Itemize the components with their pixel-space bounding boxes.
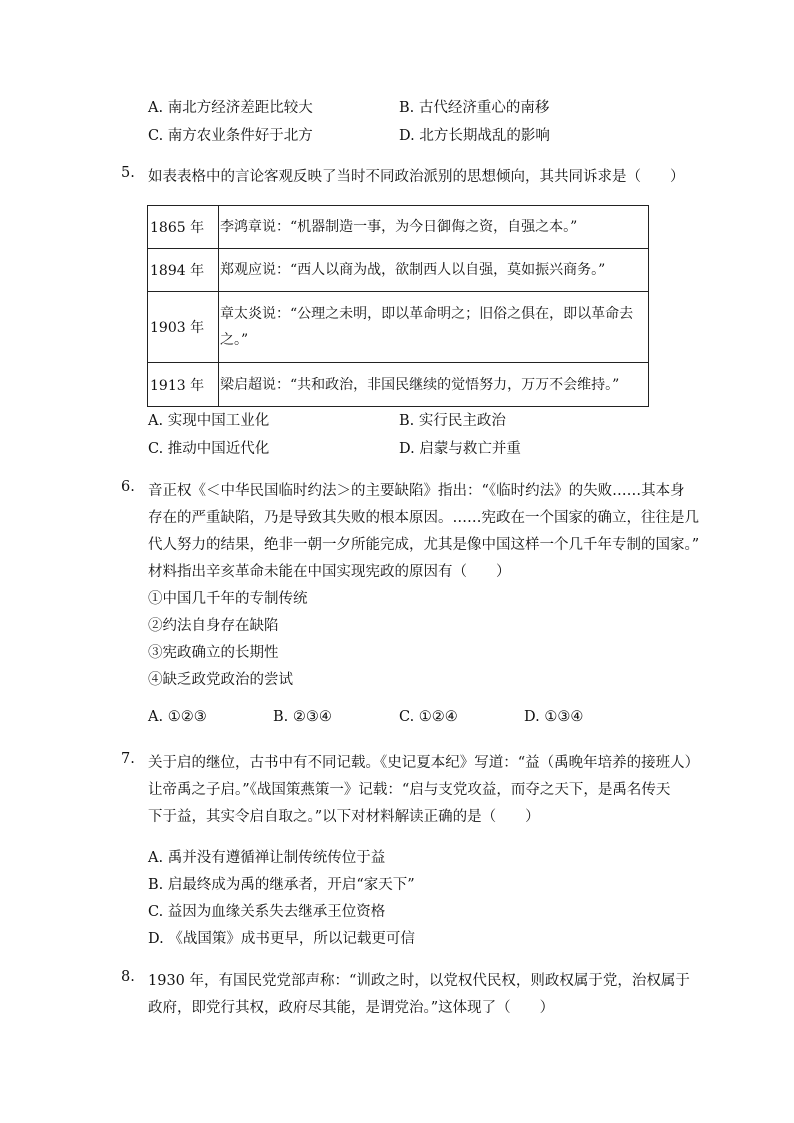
table-cell-year: 1865 年 [148, 206, 219, 249]
table-cell-quote-line-1: 章太炎说：“公理之未明，即以革命明之；旧俗之俱在，即以革命去 [220, 306, 634, 322]
q6-item-3: ③宪政确立的长期性 [148, 645, 279, 661]
q7-stem-line-3: 下于益，其实令启自取之。”以下对材料解读正确的是（ ） [148, 809, 540, 825]
q5-option-c[interactable]: C. 推动中国近代化 [148, 441, 270, 457]
q7-option-a[interactable]: A. 禹并没有遵循禅让制传统传位于益 [148, 850, 386, 866]
q6-stem-line-2: 存在的严重缺陷，乃是导致其失败的根本原因。……宪政在一个国家的确立，往往是几 [148, 510, 699, 526]
q5-number: 5. [121, 165, 135, 181]
q6-item-1: ①中国几千年的专制传统 [148, 591, 308, 607]
table-row [148, 292, 649, 363]
q7-option-d[interactable]: D. 《战国策》成书更早，所以记载更可信 [148, 931, 415, 947]
table-row [148, 249, 649, 292]
table-cell-year: 1913 年 [148, 363, 219, 407]
q6-item-4: ④缺乏政党政治的尝试 [148, 672, 293, 688]
q8-stem-line-2: 政府，即党行其权，政府尽其能，是谓党治。”这体现了（ ） [148, 1000, 555, 1016]
table-cell-quote: 郑观应说：“西人以商为战，欲制西人以自强，莫如振兴商务。” [219, 249, 649, 292]
table-row [148, 363, 649, 407]
q6-item-2: ②约法自身存在缺陷 [148, 618, 279, 634]
q5-stem: 如表表格中的言论客观反映了当时不同政治派别的思想倾向，其共同诉求是（ ） [148, 169, 685, 185]
q5-option-b[interactable]: B. 实行民主政治 [399, 413, 506, 429]
q6-option-d[interactable]: D. ①③④ [524, 709, 584, 725]
q7-stem-line-2: 让帝禹之子启。”《战国策燕策一》记载：“启与支党攻益，而夺之天下，是禹名传天 [148, 782, 671, 798]
q6-option-c[interactable]: C. ①②④ [399, 709, 458, 725]
q7-option-c[interactable]: C. 益因为血缘关系失去继承王位资格 [148, 904, 386, 920]
q6-stem-line-4: 材料指出辛亥革命未能在中国实现宪政的原因有（ ） [148, 564, 511, 580]
table-cell-year: 1894 年 [148, 249, 219, 292]
q6-stem-line-1: 音正权《＜中华民国临时约法＞的主要缺陷》指出：“《临时约法》的失败……其本身 [148, 483, 685, 499]
q6-number: 6. [121, 479, 135, 495]
q4-option-b[interactable]: B. 古代经济重心的南移 [399, 100, 550, 116]
q5-quote-table [147, 205, 649, 407]
table-cell-quote: 梁启超说：“共和政治，非国民继续的觉悟努力，万万不会维持。” [219, 363, 649, 407]
q6-option-a[interactable]: A. ①②③ [148, 709, 207, 725]
table-cell-year: 1903 年 [148, 292, 219, 363]
q8-number: 8. [121, 969, 135, 985]
q8-stem-line-1: 1930 年，有国民党党部声称：“训政之时，以党权代民权，则政权属于党，治权属于 [148, 973, 690, 989]
q4-option-a[interactable]: A. 南北方经济差距比较大 [148, 100, 313, 116]
q4-option-c[interactable]: C. 南方农业条件好于北方 [148, 128, 313, 144]
q7-option-b[interactable]: B. 启最终成为禹的继承者，开启“家天下” [148, 877, 415, 893]
q7-number: 7. [121, 751, 135, 767]
q4-option-d[interactable]: D. 北方长期战乱的影响 [399, 128, 550, 144]
q7-stem-line-1: 关于启的继位，古书中有不同记载。《史记夏本纪》写道：“益（禹晚年培养的接班人） [148, 755, 700, 771]
table-cell-quote-line-2: 之。” [220, 332, 249, 348]
table-row [148, 206, 649, 249]
table-cell-quote: 李鸿章说：“机器制造一事，为今日御侮之资，自强之本。” [219, 206, 649, 249]
table-cell-quote [219, 292, 649, 363]
q5-option-a[interactable]: A. 实现中国工业化 [148, 413, 270, 429]
q6-stem-line-3: 代人努力的结果，绝非一朝一夕所能完成，尤其是像中国这样一个几千年专制的国家。” [148, 537, 700, 553]
q5-option-d[interactable]: D. 启蒙与救亡并重 [399, 441, 521, 457]
q6-option-b[interactable]: B. ②③④ [273, 709, 332, 725]
